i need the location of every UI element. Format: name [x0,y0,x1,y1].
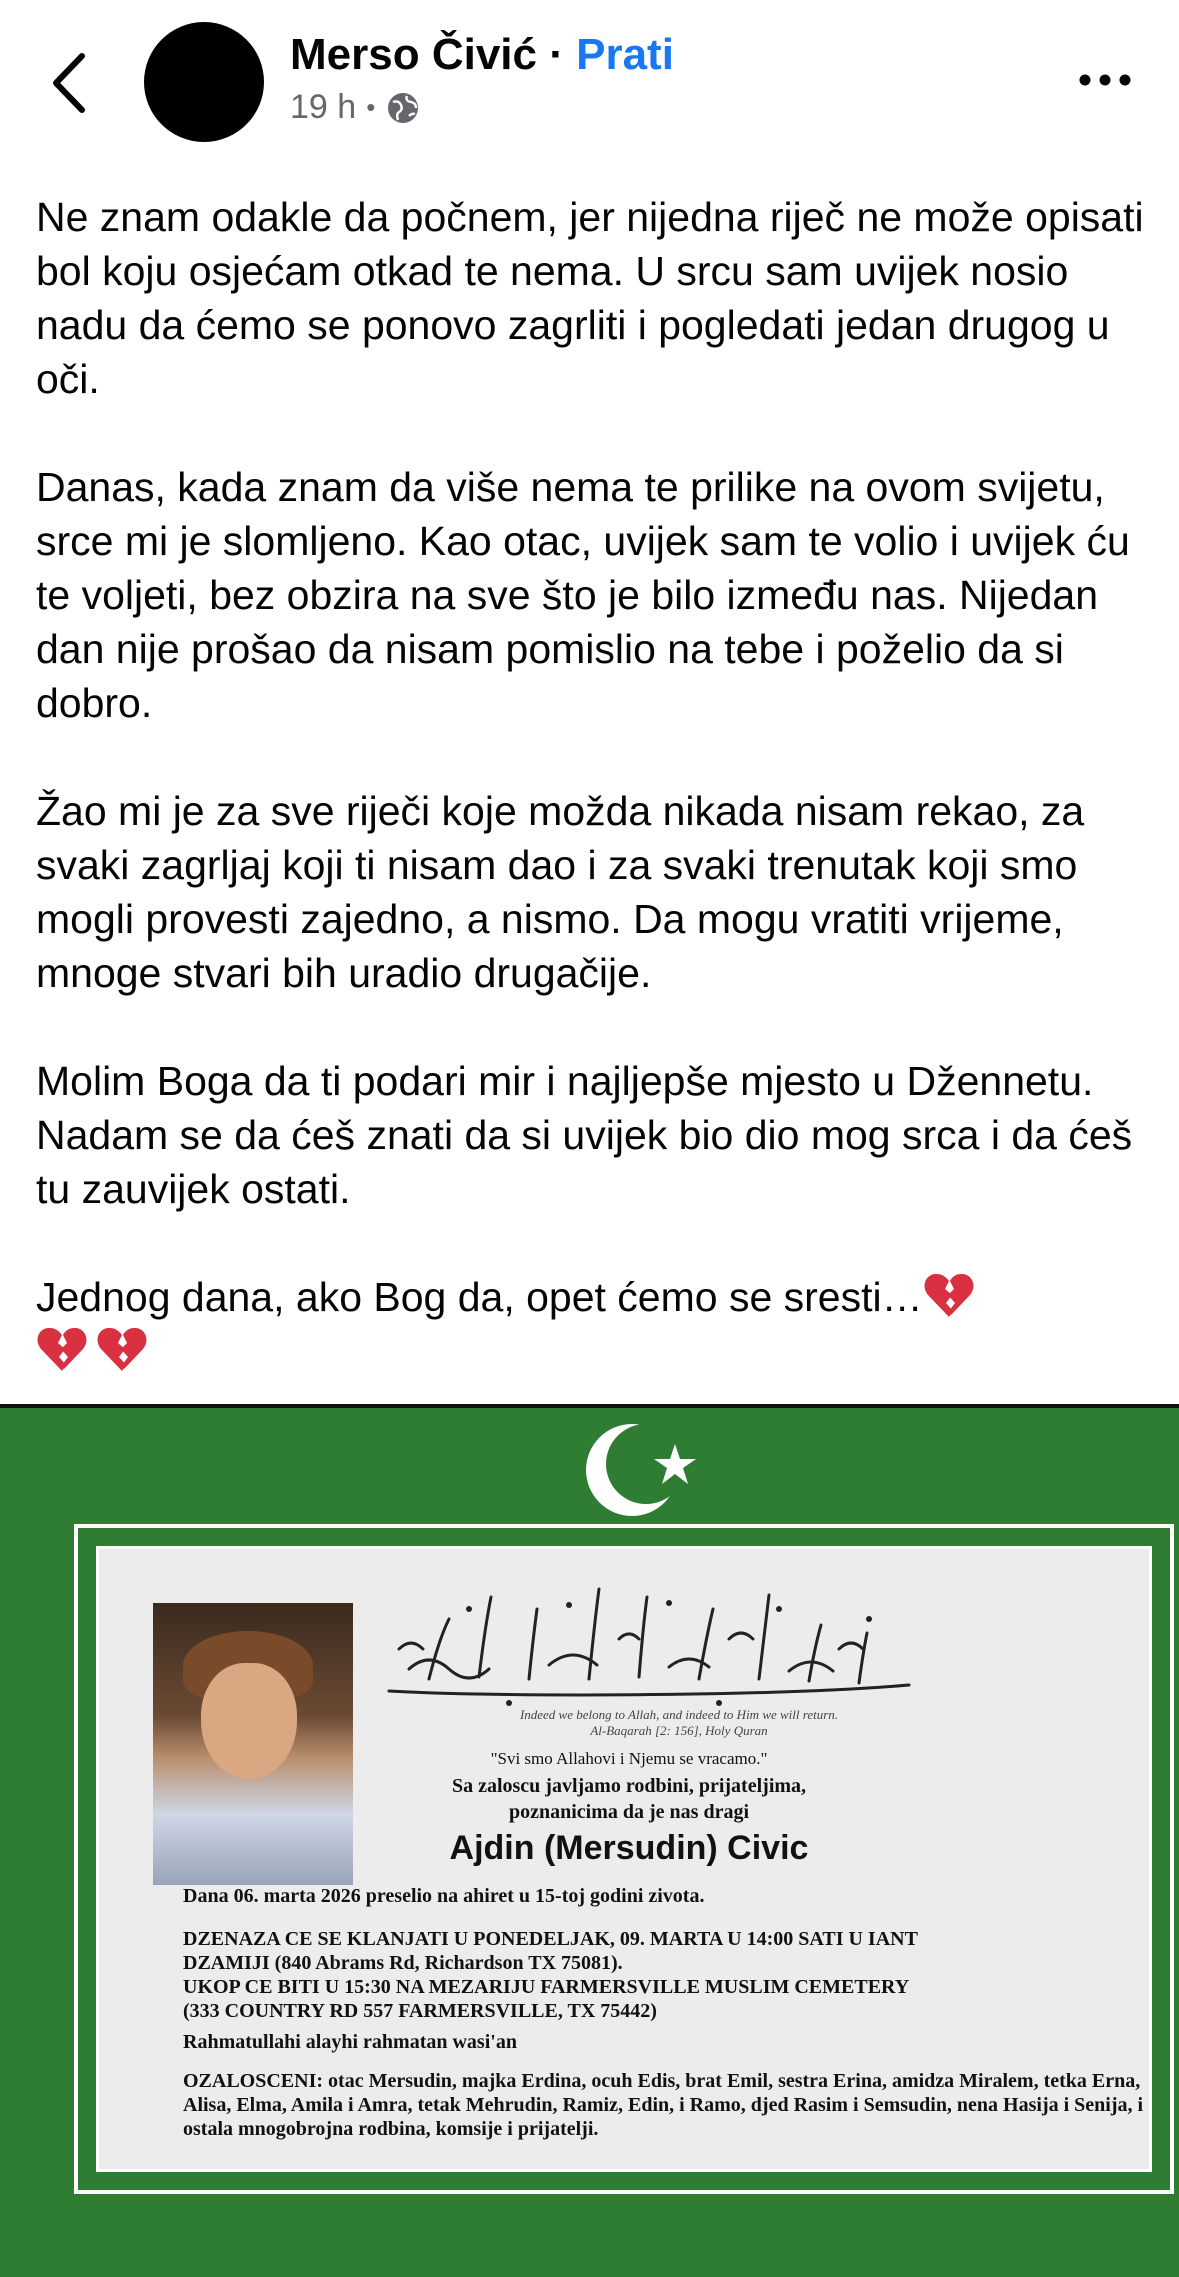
post-meta [290,88,421,127]
meta-separator: • [366,92,376,122]
post-time[interactable]: 19 h [290,88,357,126]
post-last-text: Jednog dana, ako Bog da, opet ćemo se sresti… [36,1274,923,1320]
notice-quote: "Svi smo Allahovi i Njemu se vracamo." [490,1749,768,1768]
notice-frame [74,1524,1174,2194]
back-button[interactable] [44,48,94,118]
author-line [290,30,674,80]
translation-text: Indeed we belong to Allah, and indeed to Him we will return. [519,1707,839,1722]
post-image[interactable] [0,1404,1179,2277]
notice-mourners: OZALOSCENI: otac Mersudin, majka Erdina, ocuh Edis, brat Emil, sestra Erina, amidza Miralem, tetka Erna, Alisa, Elma, Amila i Amra, tetak Mehrudin, Ramiz, Edin, i Ramo, djed Rasim i Semsudin, nena Hasija i Senija, i ostala mnogobrojna rodbina, komsije i prijatelji. [183,2070,1144,2140]
ukop-line-1: UKOP CE BITI U 15:30 NA MEZARIJU FARMERSVILLE MUSLIM CEMETERY [183,1976,910,1998]
notice-funeral-info [183,1927,1143,2023]
notice-paper [96,1546,1152,2172]
broken-heart-icon [96,1325,148,1373]
ukop-line-2: (333 COUNTRY RD 557 FARMERSVILLE, TX 75442) [183,2000,657,2022]
author-name[interactable]: Merso Čivić [290,30,537,79]
broken-heart-icon [36,1325,88,1373]
post-paragraph: Ne znam odakle da počnem, jer nijedna riječ ne može opisati bol koju osjećam otkad te nema. U srcu sam uvijek nosio nadu da ćemo se ponovo zagrliti i pogledati jedan drugog u oči. [36,194,1144,402]
announcement-line-1: Sa zaloscu javljamo rodbini, prijateljima, [451,1775,807,1797]
translation-reference: Al-Baqarah [2: 156], Holy Quran [590,1723,768,1738]
crescent-star-icon [580,1418,710,1518]
notice-announcement [359,1773,899,1825]
post-paragraph-last [36,1270,1146,1378]
follow-button[interactable]: Prati [576,30,674,79]
dzenaza-line-1: DZENAZA CE SE KLANJATI U PONEDELJAK, 09. MARTA U 14:00 SATI U IANT [183,1928,918,1950]
deceased-name: Ajdin (Mersudin) Civic [449,1829,809,1867]
announcement-line-2: poznanicima da je nas dragi [508,1801,750,1823]
dzenaza-line-2: DZAMIJI (840 Abrams Rd, Richardson TX 75081). [183,1952,623,1974]
globe-icon [385,90,421,126]
post-text [36,190,1146,1378]
post-paragraph: Žao mi je za sve riječi koje možda nikada nisam rekao, za svaki zagrljaj koji ti nisam dao i za svaki trenutak koji smo mogli provesti zajedno, a nismo. Da mogu vratiti vrijeme, mnoge stvari bih uradio drugačije. [36,788,1085,996]
quran-translation [419,1707,939,1739]
arabic-calligraphy-icon [369,1579,929,1709]
avatar[interactable] [144,22,264,142]
deceased-photo [153,1603,353,1885]
chevron-left-icon [44,48,94,118]
notice-date-line: Dana 06. marta 2026 preselio na ahiret u 15-toj godini zivota. [183,1885,705,1907]
broken-heart-icon [923,1271,975,1319]
post-header [0,0,1179,160]
author-separator: · [549,30,564,79]
photo-face [201,1663,297,1779]
post-paragraph: Danas, kada znam da više nema te prilike na ovom svijetu, srce mi je slomljeno. Kao otac, uvijek sam te volio i uvijek ću te voljeti, bez obzira na sve što je bilo između nas. Nijedan dan nije prošao da nisam pomislio na tebe i poželio da si dobro. [36,464,1130,726]
post-paragraph: Molim Boga da ti podari mir i najljepše mjesto u Džennetu. Nadam se da ćeš znati da si uvijek bio dio mog srca i da ćeš tu zauvijek ostati. [36,1058,1133,1212]
notice-rahmet: Rahmatullahi alayhi rahmatan wasi'an [183,2031,517,2053]
more-button[interactable] [1075,65,1135,95]
more-horizontal-icon [1075,65,1135,95]
